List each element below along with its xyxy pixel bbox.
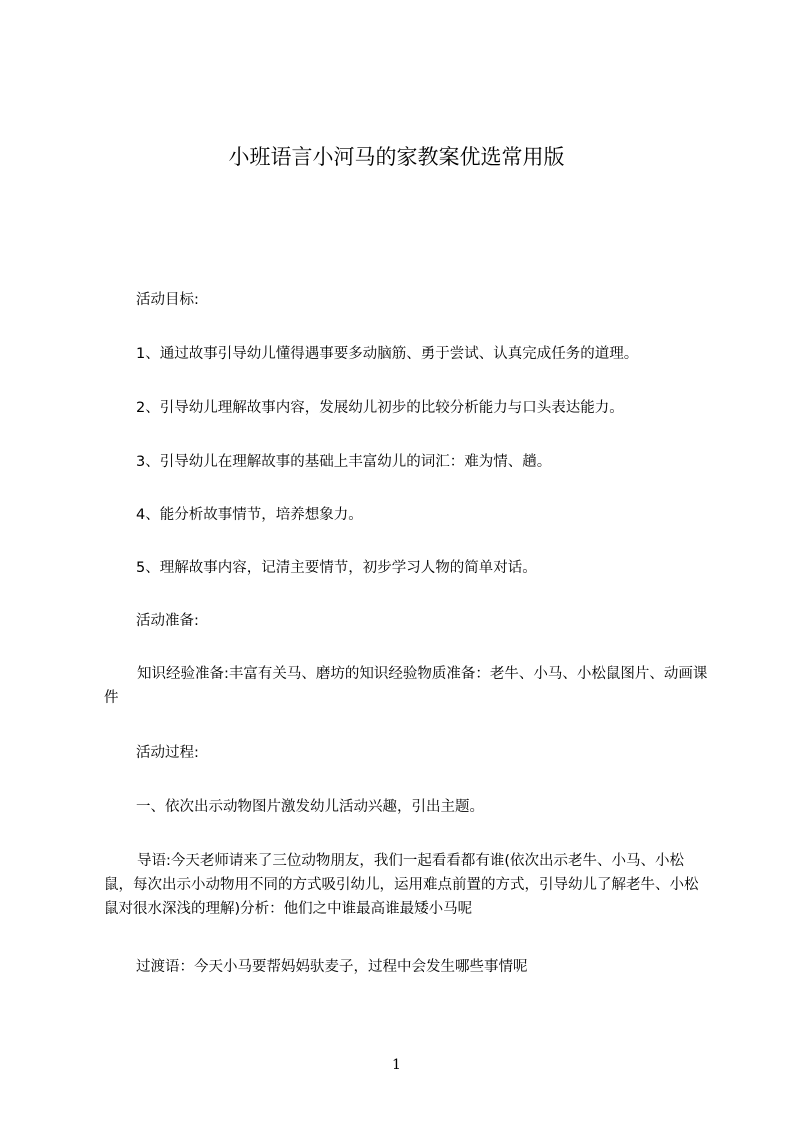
prep-heading: 活动准备: — [136, 613, 199, 629]
intro-paragraph: 导语:今天老师请来了三位动物朋友，我们一起看看都有谁(依次出示老牛、小马、小松鼠，每次出示小动物用不同的方式吸引幼儿，运用难点前置的方式，引导幼儿了解老牛、小松鼠对很水深浅的理解)分析：他们之中谁最高谁最矮小马呢 — [104, 853, 699, 917]
goal-item-1: 1、通过故事引导幼儿懂得遇事要多动脑筋、勇于尝试、认真完成任务的道理。 — [136, 346, 639, 362]
process-heading: 活动过程: — [136, 745, 199, 761]
step-one: 一、依次出示动物图片激发幼儿活动兴趣，引出主题。 — [136, 799, 484, 815]
transition-paragraph: 过渡语：今天小马要帮妈妈驮麦子，过程中会发生哪些事情呢 — [136, 959, 528, 975]
goal-item-3: 3、引导幼儿在理解故事的基础上丰富幼儿的词汇：难为情、趟。 — [136, 454, 552, 470]
goal-item-4: 4、能分析故事情节，培养想象力。 — [136, 507, 363, 523]
page-number: 1 — [392, 1057, 401, 1073]
document-title: 小班语言小河马的家教案优选常用版 — [228, 145, 565, 169]
goal-item-2: 2、引导幼儿理解故事内容，发展幼儿初步的比较分析能力与口头表达能力。 — [136, 400, 624, 416]
goal-heading: 活动目标: — [136, 292, 199, 308]
prep-paragraph: 知识经验准备:丰富有关马、磨坊的知识经验物质准备：老牛、小马、小松鼠图片、动画课件 — [104, 666, 708, 706]
goal-item-5: 5、理解故事内容，记清主要情节，初步学习人物的简单对话。 — [136, 560, 537, 576]
